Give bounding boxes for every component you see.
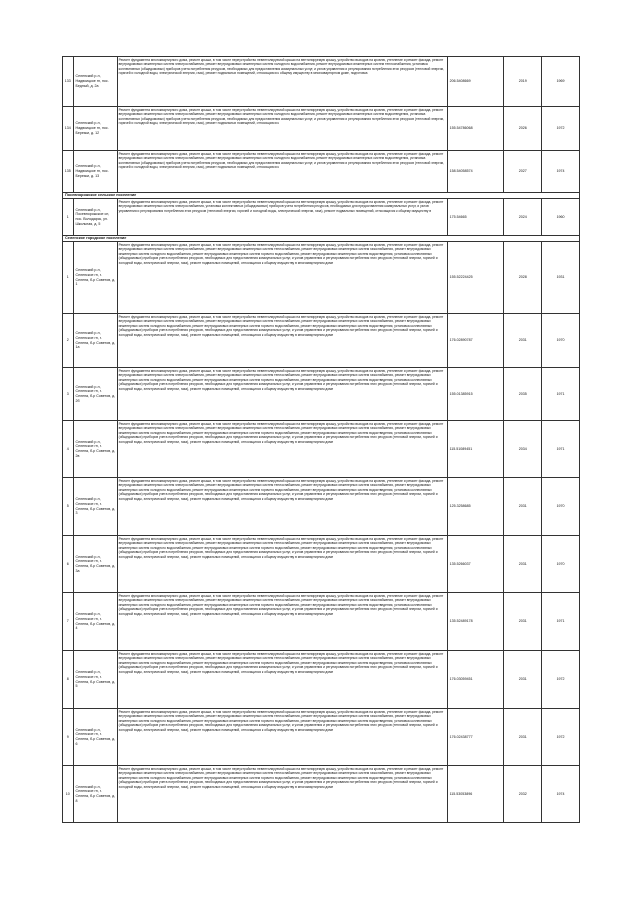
cost-cell: 155.52224425 <box>447 242 504 314</box>
row-number-cell: 135 <box>63 151 74 193</box>
works-description-cell: Ремонт фундамента многоквартирного дома, ремонт крыши, в том числе переустройство невентилируемой крыши на вентилируемую крышу, устройство выходов на кровлю, утепление и ремонт фасада, ремонт внутридомовых инженерных систем электроснабжения, ремонт внутридомовых инженерных систем холодного водоснабжения, ремонт внутридомовых инженерных систем водоотведения, установка коллективных (общедомовых) приборов учета потребления ресурсов, необходимых для предоставления коммунальных услуг, и узлов управления и регулирования потребления этих ресурсов (тепловой энергии, горячей и холодной воды, электрической энергии, газа), ремонт подвальных помещений, относящихся к <box>117 107 447 151</box>
cost-cell: 115.53053896 <box>447 766 504 823</box>
planned-year-cell: 2031 <box>504 593 542 651</box>
works-description-cell: Ремонт фундамента многоквартирного дома, ремонт крыши, в том числе переустройство невентилируемой крыши на вентилируемую крышу, устройство выходов на кровлю, утепление и ремонт фасада, ремонт внутридомовых инженерных систем электроснабжения, ремонт внутридомовых инженерных систем теплоснабжения, ремонт внутридомовых инженерных систем газоснабжения, ремонт внутридомовых инженерных систем холодного водоснабжения, ремонт внутридомовых инженерных систем горячего водоснабжения, ремонт внутридомовых инженерных систем водоотведения, установка коллективных (общедомовых) приборов учета потребления ресурсов, необходимых для предоставления коммунальных услуг, и узлов управления и регулирования потребления этих ресурсов (тепловой энергии, горячей и холодной воды, электрической энергии, газа), ремонт подвальных помещений, относящихся к общему имуществу в многоквартирном доме <box>117 593 447 651</box>
program-table <box>62 56 580 823</box>
table-row <box>63 421 580 478</box>
row-number-cell: 8 <box>63 651 74 709</box>
works-description-cell: Ремонт фундамента многоквартирного дома, ремонт крыши, в том числе переустройство невентилируемой крыши на вентилируемую крышу, устройство выходов на кровлю, утепление и ремонт фасада, ремонт внутридомовых инженерных систем электроснабжения, ремонт внутридомовых инженерных систем теплоснабжения, ремонт внутридомовых инженерных систем газоснабжения, ремонт внутридомовых инженерных систем холодного водоснабжения, ремонт внутридомовых инженерных систем горячего водоснабжения, ремонт внутридомовых инженерных систем водоотведения, установка коллективных (общедомовых) приборов учета потребления ресурсов, необходимых для предоставления коммунальных услуг, и узлов управления и регулирования потребления этих ресурсов (тепловой энергии, горячей и холодной воды, электрической энергии, газа), ремонт подвальных помещений, относящихся к общему имуществу в многоквартирном доме <box>117 368 447 421</box>
build-year-cell: 1970 <box>542 478 580 536</box>
cost-cell: 176.02890787 <box>447 314 504 368</box>
table-row <box>63 107 580 151</box>
cost-cell: 176.03059451 <box>447 651 504 709</box>
address-cell: Селенский р-н, Надвоицкое гп, пос. Березки, д. 12 <box>73 107 117 151</box>
row-number-cell: 7 <box>63 593 74 651</box>
address-cell: Селенский р-н, Селенское гп, г. Селена, б-р Советов, д. 4 <box>73 593 117 651</box>
table-row <box>63 57 580 107</box>
planned-year-cell: 2031 <box>504 709 542 766</box>
table-row <box>63 536 580 593</box>
table-row <box>63 709 580 766</box>
cost-cell: 115.51089451 <box>447 421 504 478</box>
planned-year-cell: 2027 <box>504 151 542 193</box>
section-title: Посевнорожское сельское поселение <box>63 193 580 199</box>
works-description-cell: Ремонт фундамента многоквартирного дома, ремонт крыши, в том числе переустройство невентилируемой крыши на вентилируемую крышу, устройство выходов на кровлю, утепление и ремонт фасада, ремонт внутридомовых инженерных систем электроснабжения, ремонт внутридомовых инженерных систем теплоснабжения, ремонт внутридомовых инженерных систем газоснабжения, ремонт внутридомовых инженерных систем холодного водоснабжения, ремонт внутридомовых инженерных систем горячего водоснабжения, ремонт внутридомовых инженерных систем водоотведения, установка коллективных (общедомовых) приборов учета потребления ресурсов, необходимых для предоставления коммунальных услуг, и узлов управления и регулирования потребления этих ресурсов (тепловой энергии, горячей и холодной воды, электрической энергии, газа), ремонт подвальных помещений, относящихся к общему имуществу в многоквартирном доме <box>117 651 447 709</box>
section-title: Селенское городское поселение <box>63 236 580 242</box>
works-description-cell: Ремонт фундамента многоквартирного дома, ремонт крыши, в том числе переустройство невентилируемой крыши на вентилируемую крышу, устройство выходов на кровлю, утепление и ремонт фасада, ремонт внутридомовых инженерных систем электроснабжения, ремонт внутридомовых инженерных систем теплоснабжения, ремонт внутридомовых инженерных систем газоснабжения, ремонт внутридомовых инженерных систем холодного водоснабжения, ремонт внутридомовых инженерных систем горячего водоснабжения, ремонт внутридомовых инженерных систем водоотведения, установка коллективных (общедомовых) приборов учета потребления ресурсов, необходимых для предоставления коммунальных услуг, и узлов управления и регулирования потребления этих ресурсов (тепловой энергии, горячей и холодной воды, электрической энергии, газа), ремонт подвальных помещений, относящихся к общему имуществу в многоквартирном доме <box>117 709 447 766</box>
address-cell: Селенский р-н, Надвоицкое гп, пос. Бедный, д. 2а <box>73 57 117 107</box>
row-number-cell: 10 <box>63 766 74 823</box>
build-year-cell: 1931 <box>542 242 580 314</box>
table-row <box>63 314 580 368</box>
table-row <box>63 242 580 314</box>
cost-cell: 158.54058574 <box>447 151 504 193</box>
works-description-cell: Ремонт фундамента многоквартирного дома, ремонт крыши, в том числе переустройство невентилируемой крыши на вентилируемую крышу, устройство выходов на кровлю, утепление и ремонт фасада, ремонт внутридомовых инженерных систем электроснабжения, ремонт внутридомовых инженерных систем теплоснабжения, ремонт внутридомовых инженерных систем газоснабжения, ремонт внутридомовых инженерных систем холодного водоснабжения, ремонт внутридомовых инженерных систем горячего водоснабжения, ремонт внутридомовых инженерных систем водоотведения, установка коллективных (общедомовых) приборов учета потребления ресурсов, необходимых для предоставления коммунальных услуг, и узлов управления и регулирования потребления этих ресурсов (тепловой энергии, горячей и холодной воды, электрической энергии, газа), ремонт подвальных помещений, относящихся к общему имуществу в многоквартирном доме <box>117 421 447 478</box>
works-description-cell: Ремонт фундамента многоквартирного дома, ремонт крыши, в том числе переустройство невентилируемой крыши на вентилируемую крышу, устройство выходов на кровлю, утепление и ремонт фасада, ремонт внутридомовых инженерных систем электроснабжения, ремонт внутридомовых инженерных систем теплоснабжения, ремонт внутридомовых инженерных систем газоснабжения, ремонт внутридомовых инженерных систем холодного водоснабжения, ремонт внутридомовых инженерных систем горячего водоснабжения, ремонт внутридомовых инженерных систем водоотведения, установка коллективных (общедомовых) приборов учета потребления ресурсов, необходимых для предоставления коммунальных услуг, и узлов управления и регулирования потребления этих ресурсов (тепловой энергии, горячей и холодной воды, электрической энергии, газа), ремонт подвальных помещений, относящихся к общему имуществу в многоквартирном доме <box>117 766 447 823</box>
planned-year-cell: 2032 <box>504 766 542 823</box>
row-number-cell: 3 <box>63 368 74 421</box>
table-row <box>63 651 580 709</box>
works-description-cell: Ремонт фундамента многоквартирного дома, ремонт крыши, в том числе переустройство невентилируемой крыши на вентилируемую крышу, устройство выходов на кровлю, утепление и ремонт фасада, ремонт внутридомовых инженерных систем электроснабжения, ремонт внутридомовых инженерных систем теплоснабжения, ремонт внутридомовых инженерных систем газоснабжения, ремонт внутридомовых инженерных систем холодного водоснабжения, ремонт внутридомовых инженерных систем горячего водоснабжения, ремонт внутридомовых инженерных систем водоотведения, установка коллективных (общедомовых) приборов учета потребления ресурсов, необходимых для предоставления коммунальных услуг, и узлов управления и регулирования потребления этих ресурсов (тепловой энергии, горячей и холодной воды, электрической энергии, газа), ремонт подвальных помещений, относящихся к общему имуществу в многоквартирном доме <box>117 242 447 314</box>
build-year-cell: 1974 <box>542 151 580 193</box>
address-cell: Селенский р-н, Селенское гп, г. Селена, б-р Советов, д. 1 <box>73 242 117 314</box>
cost-cell: 175.54665 <box>447 199 504 236</box>
build-year-cell: 1972 <box>542 107 580 151</box>
build-year-cell: 1971 <box>542 421 580 478</box>
row-number-cell: 4 <box>63 421 74 478</box>
table-row <box>63 151 580 193</box>
build-year-cell: 1974 <box>542 766 580 823</box>
row-number-cell: 9 <box>63 709 74 766</box>
works-description-cell: Ремонт фундамента многоквартирного дома, ремонт крыши, в том числе переустройство невентилируемой крыши на вентилируемую крышу, устройство выходов на кровлю, утепление и ремонт фасада, ремонт внутридомовых инженерных систем электроснабжения, ремонт внутридомовых инженерных систем холодного водоснабжения, ремонт внутридомовых инженерных систем водоотведения, установка коллективных (общедомовых) приборов учета потребления ресурсов, необходимых для предоставления коммунальных услуг, и узлов управления и регулирования потребления этих ресурсов (тепловой энергии, горячей и холодной воды, электрической энергии, газа), ремонт подвальных помещений, относящихся к <box>117 151 447 193</box>
planned-year-cell: 2031 <box>504 314 542 368</box>
planned-year-cell: 2035 <box>504 368 542 421</box>
build-year-cell: 1969 <box>542 57 580 107</box>
row-number-cell: 134 <box>63 107 74 151</box>
build-year-cell: 1972 <box>542 651 580 709</box>
program-table-body <box>63 57 580 823</box>
table-row <box>63 478 580 536</box>
planned-year-cell: 2024 <box>504 199 542 236</box>
address-cell: Селенский р-н, Селенское гп, г. Селена, б-р Советов, д. 3а <box>73 536 117 593</box>
planned-year-cell: 2034 <box>504 421 542 478</box>
planned-year-cell: 2031 <box>504 536 542 593</box>
planned-year-cell: 2031 <box>504 651 542 709</box>
works-description-cell: Ремонт фундамента многоквартирного дома, ремонт крыши, в том числе переустройство невентилируемой крыши на вентилируемую крышу, устройство выходов на кровлю, утепление и ремонт фасада, ремонт внутридомовых инженерных систем электроснабжения, установка коллективных (общедомовых) приборов учета потребления ресурсов, необходимых для предоставления коммунальных услуг, и узлов управления и регулирования потребления этих ресурсов (тепловой энергии, горячей и холодной воды, электрической энергии, газа), ремонт подвальных помещений, относящихся к общему имуществу в <box>117 199 447 236</box>
address-cell: Селенский р-н, Надвоицкое гп, пос. Березки, д. 13 <box>73 151 117 193</box>
build-year-cell: 1970 <box>542 314 580 368</box>
row-number-cell: 133 <box>63 57 74 107</box>
build-year-cell: 1971 <box>542 368 580 421</box>
cost-cell: 155.01385915 <box>447 368 504 421</box>
table-row <box>63 368 580 421</box>
address-cell: Селенский р-н, Селенское гп, г. Селена, б-р Советов, д. 5 <box>73 651 117 709</box>
cost-cell: 125.3258685 <box>447 478 504 536</box>
works-description-cell: Ремонт фундамента многоквартирного дома, ремонт крыши, в том числе переустройство невентилируемой крыши на вентилируемую крышу, устройство выходов на кровлю, утепление и ремонт фасада, ремонт внутридомовых инженерных систем электроснабжения, ремонт внутридомовых инженерных систем холодного водоснабжения, ремонт внутридомовых инженерных систем теплоснабжения, установка коллективных (общедомовых) приборов учета потребления ресурсов, необходимых для предоставления коммунальных услуг, и узлов управления и регулирования потребления этих ресурсов (тепловой энергии, горячей и холодной воды, электрической энергии, газа), ремонт подвальных помещений, относящихся к общему имуществу в многоквартирном доме, подготовка <box>117 57 447 107</box>
cost-cell: 176.02438777 <box>447 709 504 766</box>
address-cell: Селенский р-н, Селенское гп, г. Селена, б-р Советов, д. 6 <box>73 709 117 766</box>
cost-cell: 135.52489178 <box>447 593 504 651</box>
planned-year-cell: 2028 <box>504 242 542 314</box>
address-cell: Селенский р-н, Селенское гп, г. Селена, б-р Советов, д. 1а <box>73 314 117 368</box>
row-number-cell: 5 <box>63 478 74 536</box>
table-row <box>63 199 580 236</box>
planned-year-cell: 2026 <box>504 107 542 151</box>
address-cell: Селенский р-н, Селенское гп, г. Селена, б-р Советов, д. 2в <box>73 421 117 478</box>
address-cell: Селенский р-н, Селенское гп, г. Селена, б-р Советов, д. 8 <box>73 766 117 823</box>
works-description-cell: Ремонт фундамента многоквартирного дома, ремонт крыши, в том числе переустройство невентилируемой крыши на вентилируемую крышу, устройство выходов на кровлю, утепление и ремонт фасада, ремонт внутридомовых инженерных систем электроснабжения, ремонт внутридомовых инженерных систем теплоснабжения, ремонт внутридомовых инженерных систем газоснабжения, ремонт внутридомовых инженерных систем холодного водоснабжения, ремонт внутридомовых инженерных систем горячего водоснабжения, ремонт внутридомовых инженерных систем водоотведения, установка коллективных (общедомовых) приборов учета потребления ресурсов, необходимых для предоставления коммунальных услуг, и узлов управления и регулирования потребления этих ресурсов (тепловой энергии, горячей и холодной воды, электрической энергии, газа), ремонт подвальных помещений, относящихся к общему имуществу в многоквартирном доме <box>117 314 447 368</box>
row-number-cell: 6 <box>63 536 74 593</box>
cost-cell: 135.5266037 <box>447 536 504 593</box>
build-year-cell: 1971 <box>542 593 580 651</box>
address-cell: Селенский р-н, Селенское гп, г. Селена, б-р Советов, д. 2б <box>73 368 117 421</box>
table-row <box>63 593 580 651</box>
row-number-cell: 2 <box>63 314 74 368</box>
row-number-cell: 1 <box>63 199 74 236</box>
works-description-cell: Ремонт фундамента многоквартирного дома, ремонт крыши, в том числе переустройство невентилируемой крыши на вентилируемую крышу, устройство выходов на кровлю, утепление и ремонт фасада, ремонт внутридомовых инженерных систем электроснабжения, ремонт внутридомовых инженерных систем теплоснабжения, ремонт внутридомовых инженерных систем газоснабжения, ремонт внутридомовых инженерных систем холодного водоснабжения, ремонт внутридомовых инженерных систем горячего водоснабжения, ремонт внутридомовых инженерных систем водоотведения, установка коллективных (общедомовых) приборов учета потребления ресурсов, необходимых для предоставления коммунальных услуг, и узлов управления и регулирования потребления этих ресурсов (тепловой энергии, горячей и холодной воды, электрической энергии, газа), ремонт подвальных помещений, относящихся к общему имуществу в многоквартирном доме <box>117 478 447 536</box>
address-cell: Селенский р-н, Селенское гп, г. Селена, б-р Советов, д. 3 <box>73 478 117 536</box>
table-row <box>63 766 580 823</box>
build-year-cell: 1960 <box>542 199 580 236</box>
cost-cell: 206.5408669 <box>447 57 504 107</box>
planned-year-cell: 2031 <box>504 478 542 536</box>
build-year-cell: 1972 <box>542 709 580 766</box>
cost-cell: 155.54786068 <box>447 107 504 151</box>
address-cell: Селенский р-н, Посевнорожское сп, пос. Володарск, ул. Школьная, д. 5 <box>73 199 117 236</box>
row-number-cell: 1 <box>63 242 74 314</box>
works-description-cell: Ремонт фундамента многоквартирного дома, ремонт крыши, в том числе переустройство невентилируемой крыши на вентилируемую крышу, устройство выходов на кровлю, утепление и ремонт фасада, ремонт внутридомовых инженерных систем электроснабжения, ремонт внутридомовых инженерных систем теплоснабжения, ремонт внутридомовых инженерных систем газоснабжения, ремонт внутридомовых инженерных систем холодного водоснабжения, ремонт внутридомовых инженерных систем горячего водоснабжения, ремонт внутридомовых инженерных систем водоотведения, установка коллективных (общедомовых) приборов учета потребления ресурсов, необходимых для предоставления коммунальных услуг, и узлов управления и регулирования потребления этих ресурсов (тепловой энергии, горячей и холодной воды, электрической энергии, газа), ремонт подвальных помещений, относящихся к общему имуществу в многоквартирном доме <box>117 536 447 593</box>
build-year-cell: 1970 <box>542 536 580 593</box>
planned-year-cell: 2019 <box>504 57 542 107</box>
